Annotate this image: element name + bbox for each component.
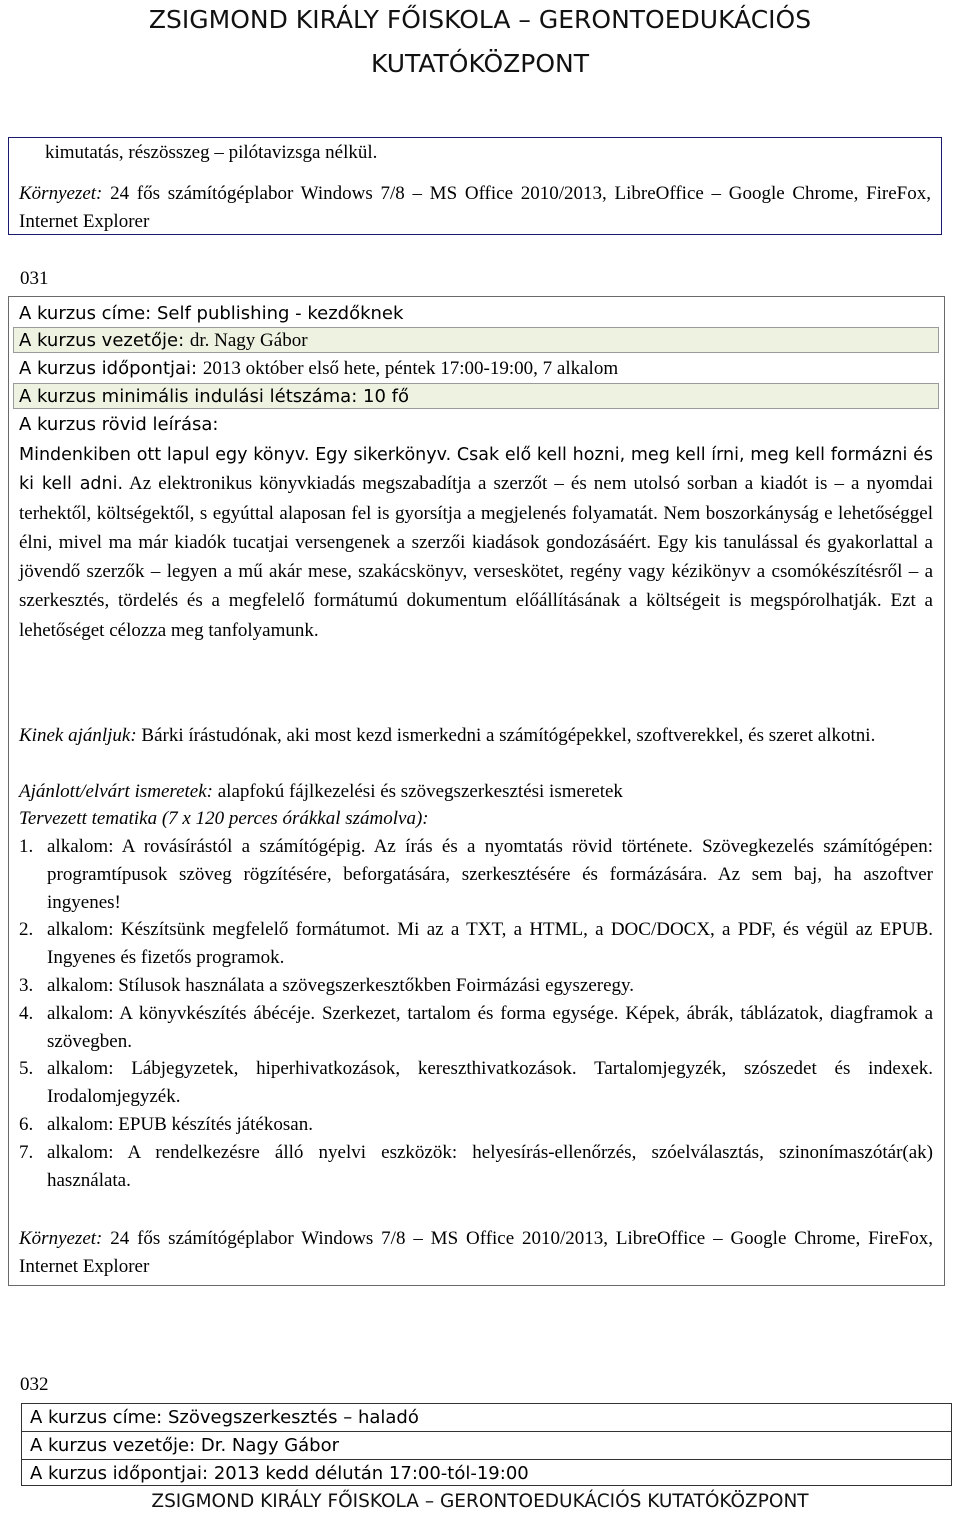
course-031-min-participants: A kurzus minimális indulási létszáma: 10 fő <box>19 386 409 407</box>
dates-label: A kurzus időpontjai: <box>19 358 203 379</box>
course-031-prereq <box>19 778 933 806</box>
session-item <box>19 1000 933 1056</box>
session-text: alkalom: Lábjegyzetek, hiperhivatkozások, kereszthivatkozások. Tartalomjegyzék, szószedet és indexek. Irodalomjegyzék. <box>47 1058 933 1108</box>
prereq-text: alapfokú fájlkezelési és szövegszerkesztési ismeretek <box>213 781 623 802</box>
session-text: alkalom: A rendelkezésre álló nyelvi eszközök: helyesírás-ellenőrzés, szóelválasztás, szinonímaszótár(ak) használata. <box>47 1141 933 1191</box>
session-item <box>19 833 933 916</box>
desc-sans: Mindenkiben ott lapul egy könyv. Egy sikerkönyv. Csak elő kell hozni, meg kell írni, meg kell formázni és ki kell adni. <box>19 445 933 495</box>
prev-course-cont-text: kimutatás, részösszeg – pilótavizsga nélkül. <box>45 142 378 163</box>
course-032-leader: A kurzus vezetője: Dr. Nagy Gábor <box>22 1432 951 1460</box>
session-item <box>19 1111 933 1139</box>
desc-serif: Az elektronikus könyvkiadás megszabadítja a szerzőt – és nem utolsó sorban a kiadót is – a nyomdai terhektől, költségektől, s egyúttal alaposan fel is gyorsítja a megjelenés folyamatát. Nem boszorkányság e lehetőséggel élni, mivel ma már kiadók tucatjai versengenek a szerzői kiadások gondozásáért. Egy kis tanulással és gyakorlattal a jövendő szerzők – legyen a mű akár mese, szakácskönyv, verseskötet, regény vagy kézikönyv a csomókészítésről – a szerkesztés, tördelés és a megfelelő formátumú dokumentum előállításának a költségeit is megspórolhatják. Ezt a lehetőséget célozza meg tanfolyamunk. <box>19 473 933 641</box>
course-031-sessions <box>19 833 933 1194</box>
dates-value: 2013 október első hete, péntek 17:00-19:00, 7 alkalom <box>202 358 619 379</box>
session-text: alkalom: EPUB készítés játékosan. <box>47 1113 313 1135</box>
course-031-box <box>8 296 945 1286</box>
course-031-min-row <box>13 383 939 409</box>
session-item <box>19 1139 933 1195</box>
course-032-dates: A kurzus időpontjai: 2013 kedd délután 17:00-tól-19:00 <box>30 1463 529 1484</box>
page-header-line2: KUTATÓKÖZPONT <box>370 49 590 78</box>
course-031-leader-row <box>13 327 939 353</box>
course-031-code: 031 <box>20 268 49 289</box>
leader-label: A kurzus vezetője: <box>19 330 190 351</box>
course-032-box <box>21 1403 952 1486</box>
leader-name: dr. Nagy Gábor <box>189 330 308 351</box>
course-032-title: A kurzus címe: Szövegszerkesztés – haladó <box>22 1404 951 1432</box>
course-031-desc-label: A kurzus rövid leírása: <box>19 414 219 435</box>
env-label: Környezet: <box>19 183 103 204</box>
env-text: 24 fős számítógéplabor Windows 7/8 – MS Office 2010/2013, LibreOffice – Google Chrome, FireFox, Internet Explorer <box>19 1228 933 1277</box>
env-label: Környezet: <box>19 1228 103 1249</box>
session-num: 2. <box>19 919 34 941</box>
audience-text: Bárki írástudónak, aki most kezd ismerkedni a számítógépekkel, szoftverekkel, és szeret alkotni. <box>136 725 876 746</box>
session-num: 3. <box>19 974 34 996</box>
course-031-environment <box>19 1225 933 1280</box>
prereq-label: Ajánlott/elvárt ismeretek: <box>19 781 213 802</box>
session-num: 1. <box>19 836 34 857</box>
page-header-line1: ZSIGMOND KIRÁLY FŐISKOLA – GERONTOEDUKÁCIÓS <box>148 5 812 34</box>
session-num: 5. <box>19 1058 34 1080</box>
course-032-code: 032 <box>20 1374 49 1395</box>
session-num: 4. <box>19 1002 34 1024</box>
page-footer: ZSIGMOND KIRÁLY FŐISKOLA – GERONTOEDUKÁCIÓS KUTATÓKÖZPONT <box>151 1491 809 1512</box>
session-num: 7. <box>19 1141 34 1163</box>
course-031-leader <box>19 329 308 353</box>
prev-course-environment <box>19 180 931 235</box>
course-031-syllabus-label: Tervezett tematika (7 x 120 perces órákkal számolva): <box>19 808 429 829</box>
session-text: alkalom: Készítsünk megfelelő formátumot. Mi az a TXT, a HTML, a DOC/DOCX, a PDF, és végül az EPUB. Ingyenes és fizetős programok. <box>47 919 933 969</box>
course-031-audience <box>19 722 933 750</box>
course-031-title: A kurzus címe: Self publishing - kezdőknek <box>19 303 404 324</box>
session-item <box>19 916 933 972</box>
course-031-description <box>19 441 933 646</box>
prev-course-box <box>8 137 942 235</box>
session-text: alkalom: A rovásírástól a számítógépig. Az írás és a nyomtatás rövid története. Szövegkezelés számítógépen: programtípusok szöveg rögzítésére, beforgatására, szerkesztésére és formázására. Az sem baj, ha aszoftver ingyenes! <box>47 836 933 913</box>
session-num: 6. <box>19 1113 34 1135</box>
audience-label: Kinek ajánljuk: <box>19 725 137 746</box>
session-text: alkalom: A könyvkészítés ábécéje. Szerkezet, tartalom és forma egysége. Képek, ábrák, táblázatok, diagframok a szövegben. <box>47 1002 933 1052</box>
course-031-dates <box>19 355 618 383</box>
session-item <box>19 972 933 1000</box>
session-item <box>19 1055 933 1111</box>
env-text: 24 fős számítógéplabor Windows 7/8 – MS Office 2010/2013, LibreOffice – Google Chrome, FireFox, Internet Explorer <box>19 183 931 232</box>
session-text: alkalom: Stílusok használata a szövegszerkesztőkben Foirmázási egyszeregy. <box>47 974 635 996</box>
